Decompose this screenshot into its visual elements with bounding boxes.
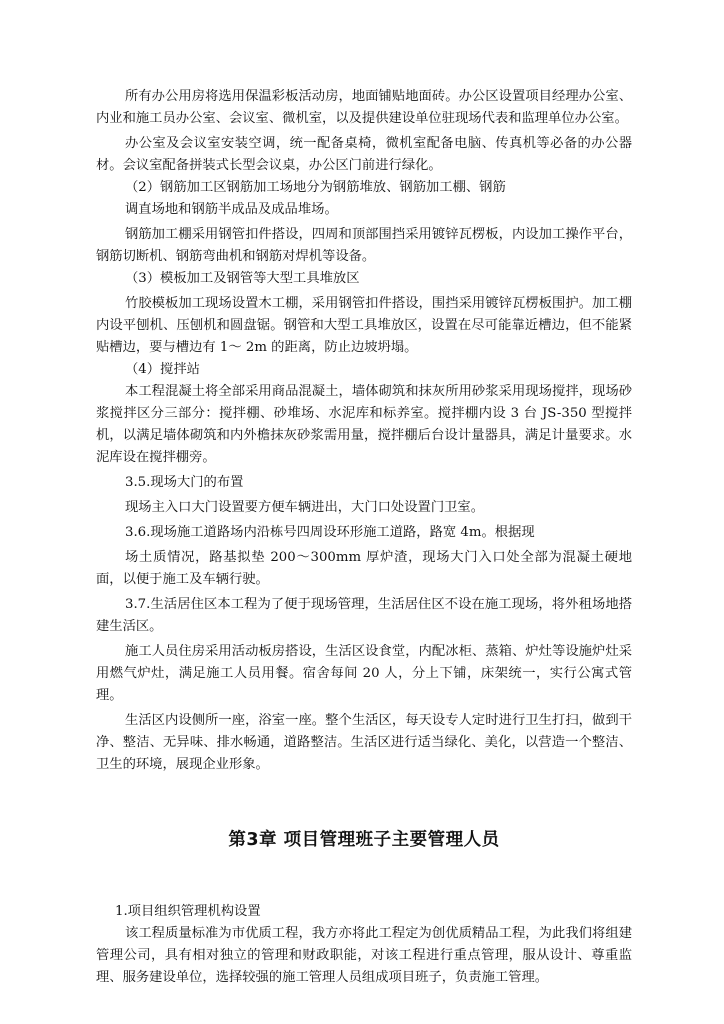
paragraph-living-hygiene: 生活区内设侧所一座，浴室一座。整个生活区，每天设专人定时进行卫生打扫，做到干净、整洁、无异味、排水畅通，道路整洁。生活区进行适当绿化、美化，以营造一个整洁、卫生的环境，展现企业形象。 [96, 713, 632, 772]
chapter-heading: 第3章 项目管理班子主要管理人员 [228, 830, 500, 850]
heading-rebar-area: （2）钢筋加工区钢筋加工场地分为钢筋堆放、钢筋加工棚、钢筋 [125, 180, 506, 195]
heading-mixing-station: （4）搅拌站 [125, 362, 200, 377]
paragraph-site-roads: 场土质情况，路基拟垫 200～300mm 厚炉渣，现场大门入口处全部为混凝土硬地面，以便于施工及车辆行驶。 [96, 550, 632, 587]
heading-organization: 1.项目组织管理机构设置 [115, 904, 261, 919]
document-page [96, 86, 632, 989]
paragraph-main-gate: 现场主入口大门设置要方便车辆进出，大门口处设置门卫室。 [125, 500, 485, 515]
paragraph-office-equipment: 办公室及会议室安装空调，统一配备桌椅，微机室配备电脑、传真机等必备的办公器材。会议室配备拼装式长型会议桌，办公区门前进行绿化。 [96, 136, 632, 173]
paragraph-office-housing: 所有办公用房将选用保温彩板活动房，地面铺贴地面砖。办公区设置项目经理办公室、内业和施工员办公室、会议室、微机室，以及提供建设单位驻现场代表和监理单位办公室。 [96, 89, 632, 126]
paragraph-organization: 该工程质量标准为市优质工程，我方亦将此工程定为创优质精品工程，为此我们将组建管理公司，具有相对独立的管理和财政职能，对该工程进行重点管理，服从设计、尊重监理、服务建设单位，选择较强的施工管理人员组成项目班子，负责施工管理。 [96, 926, 632, 985]
paragraph-formwork: 竹胶模板加工现场设置木工棚，采用钢管扣件搭设，围挡采用镀锌瓦楞板围护。加工棚内设平刨机、压刨机和圆盘锯。钢管和大型工具堆放区，设置在尽可能靠近槽边，但不能紧贴槽边，要与槽边有 1～ 2m 的距离，防止边坡坍塌。 [96, 296, 632, 355]
paragraph-worker-housing: 施工人员住房采用活动板房搭设，生活区设食堂，内配冰柜、蒸箱、炉灶等设施炉灶采用燃气炉灶，满足施工人员用餐。宿舍每间 20 人，分上下铺，床架统一，实行公寓式管理。 [96, 644, 632, 703]
paragraph-rebar-shed: 钢筋加工棚采用钢管扣件搭设，四周和顶部围挡采用镀锌瓦楞板，内设加工操作平台，钢筋切断机、钢筋弯曲机和钢筋对焊机等设备。 [96, 227, 632, 264]
paragraph-rebar-yard: 调直场地和钢筋半成品及成品堆场。 [125, 202, 338, 217]
heading-main-gate: 3.5.现场大门的布置 [125, 475, 244, 490]
paragraph-mixing-station: 本工程混凝土将全部采用商品混凝土，墙体砌筑和抹灰所用砂浆采用现场搅拌，现场砂浆搅拌区分三部分：搅拌棚、砂堆场、水泥库和标养室。搅拌棚内设 3 台 JS-350 型搅拌机，以满足墙体砌筑和内外檐抹灰砂浆需用量，搅拌棚后台设计量器具，满足计量要求。水泥库设在搅拌棚旁。 [96, 384, 632, 465]
heading-formwork-area: （3）模板加工及钢管等大型工具堆放区 [125, 271, 360, 286]
heading-living-area: 3.7.生活居住区本工程为了便于现场管理，生活居住区不设在施工现场，将外租场地搭建生活区。 [96, 597, 632, 634]
heading-site-roads: 3.6.现场施工道路场内沿栋号四周设环形施工道路，路宽 4m。根据现 [125, 525, 535, 540]
